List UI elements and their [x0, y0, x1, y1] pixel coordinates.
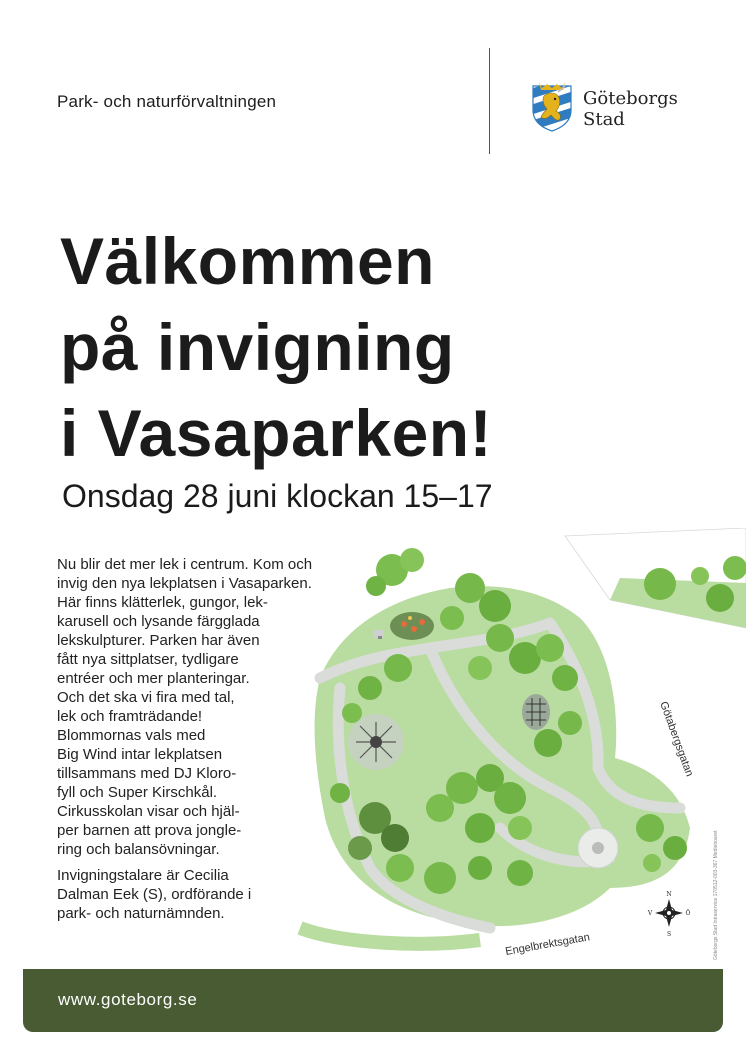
- street-label-east: Götabergsgatan: [657, 699, 696, 779]
- inset-map: [565, 528, 746, 628]
- description-paragraph-2: Invigningstalare är Cecilia Dalman Eek (S), ordförande i park- och naturnämnden.: [57, 867, 252, 922]
- header-divider: [489, 48, 490, 154]
- compass-north-label: N: [666, 891, 672, 898]
- description-paragraph-1: Nu blir det mer lek i centrum. Kom och invig den nya lekplatsen i Vasaparken. Här finns klätterlek, gungor, lek- karusell och lysande färgglada lekskulpturer. Parken har även fått nya sittplatser, tydligare entréer och mer planteringar. Och det ska vi fira med tal, lek och framträdande! Blommornas vals med Big Wind intar lekplatsen tillsammans med DJ Kloro- fyll och Super Kirschkål. Cirkusskolan visar och hjäl- per barnen att prova jongle- ring och balansövningar.: [57, 556, 313, 858]
- footer-bar: [23, 969, 723, 1032]
- compass-east-label: Ö: [685, 910, 691, 917]
- website-link[interactable]: www.goteborg.se: [58, 990, 198, 1009]
- street-label-south: Engelbrektsgatan: [504, 931, 591, 958]
- title-line-3: i Vasaparken!: [60, 396, 493, 470]
- event-date: Onsdag 28 juni klockan 15–17: [62, 478, 493, 514]
- city-logo-text: [583, 88, 678, 130]
- logo-line-1: Göteborgs: [583, 88, 678, 109]
- logo-line-2: Stad: [583, 109, 625, 130]
- compass-west-label: V: [647, 910, 653, 917]
- park-map: [280, 528, 746, 958]
- title-line-2: på invigning: [60, 310, 455, 384]
- title-line-1: Välkommen: [60, 224, 435, 298]
- print-reference: Göteborgs Stad Intraservice 170512-003-367 Medieboaret: [713, 830, 719, 960]
- city-crest-icon: [527, 80, 577, 132]
- flower-bed: [390, 612, 434, 640]
- compass-icon: [647, 891, 691, 938]
- compass-south-label: S: [666, 931, 672, 938]
- department-name: Park- och naturförvaltningen: [57, 92, 277, 111]
- page-title: [60, 218, 492, 476]
